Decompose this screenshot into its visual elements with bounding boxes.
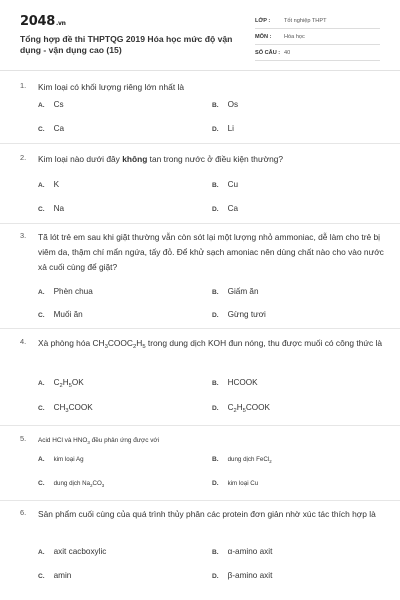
- document-meta: [255, 15, 380, 63]
- option-letter: B.: [212, 289, 219, 296]
- site-logo[interactable]: [20, 14, 66, 29]
- option-c[interactable]: [38, 480, 104, 488]
- subscript: 2: [233, 408, 237, 414]
- option-c[interactable]: [38, 571, 71, 580]
- meta-label: SỐ CÂU :: [255, 50, 281, 56]
- subscript: 3: [104, 344, 108, 350]
- option-letter: A.: [38, 289, 45, 296]
- subscript: 5: [142, 344, 146, 350]
- option-text: CH: [53, 403, 66, 412]
- question-text-part: trong dung dịch KOH đun nóng, thu được muối có công thức là: [145, 338, 383, 348]
- question-text: [38, 152, 385, 167]
- option-letter: D.: [212, 312, 219, 319]
- option-text: OK: [71, 378, 84, 387]
- option-b[interactable]: [212, 378, 258, 387]
- option-a[interactable]: [38, 456, 84, 463]
- question-text-part: tan trong nước ở điều kiện thường?: [147, 154, 284, 164]
- subscript: 2: [132, 344, 137, 350]
- question-text-part: đều phản ứng được với: [89, 437, 160, 444]
- subscript: 3: [101, 483, 105, 488]
- option-b[interactable]: [212, 287, 259, 296]
- question-separator: [0, 500, 400, 501]
- option-letter: C.: [38, 312, 45, 319]
- option-text: axit cacboxylic: [53, 547, 107, 556]
- meta-label: MÔN :: [255, 34, 272, 40]
- option-letter: C.: [38, 405, 45, 412]
- question-text-part: Acid HCl và HNO: [38, 437, 88, 444]
- option-text: kim loại Ag: [53, 456, 84, 463]
- option-c[interactable]: [38, 204, 64, 213]
- option-text: Li: [227, 124, 234, 133]
- option-letter: A.: [38, 549, 45, 556]
- option-text: H: [236, 403, 243, 412]
- question-number: 2.: [20, 153, 27, 162]
- option-a[interactable]: [38, 100, 64, 109]
- option-c[interactable]: [38, 403, 93, 414]
- option-letter: C.: [38, 206, 45, 213]
- option-text: kim loại Cu: [227, 480, 259, 487]
- option-text: Giấm ăn: [227, 287, 259, 296]
- question-text-part: COOC: [107, 338, 133, 348]
- option-d[interactable]: [212, 310, 266, 319]
- option-a[interactable]: [38, 287, 93, 296]
- option-letter: B.: [212, 380, 219, 387]
- option-text: C: [227, 403, 234, 412]
- subscript: 2: [90, 483, 93, 488]
- meta-label: LỚP :: [255, 18, 271, 24]
- option-text: Cu: [227, 180, 239, 189]
- meta-value-subject: Hóa học: [284, 34, 305, 40]
- option-letter: D.: [212, 126, 219, 133]
- option-text: dung dịch Na: [53, 480, 91, 487]
- option-d[interactable]: [212, 403, 270, 414]
- option-letter: C.: [38, 126, 45, 133]
- option-text: Na: [53, 204, 65, 213]
- meta-row-count: [255, 47, 380, 61]
- meta-value-count: 40: [284, 50, 291, 56]
- option-text: β-amino axit: [227, 571, 273, 580]
- option-letter: C.: [38, 480, 45, 487]
- question-text: [38, 433, 385, 450]
- option-text: amin: [53, 571, 72, 580]
- option-a[interactable]: [38, 378, 84, 389]
- question-number: 4.: [20, 337, 27, 346]
- question-emphasis: không: [122, 154, 148, 164]
- question-separator: [0, 328, 400, 329]
- option-letter: D.: [212, 573, 219, 580]
- option-letter: D.: [212, 480, 219, 487]
- option-text: CO: [92, 480, 102, 487]
- question-separator: [0, 143, 400, 144]
- option-letter: A.: [38, 102, 45, 109]
- question-number: 5.: [20, 434, 27, 443]
- option-c[interactable]: [38, 124, 64, 133]
- option-a[interactable]: [38, 180, 59, 189]
- option-text: dung dịch FeCl: [227, 456, 270, 463]
- subscript: 2: [269, 459, 272, 464]
- option-text: HCOOK: [227, 378, 258, 387]
- option-b[interactable]: [212, 180, 238, 189]
- header-divider: [0, 70, 400, 71]
- option-letter: B.: [212, 182, 219, 189]
- option-b[interactable]: [212, 100, 238, 109]
- question-text-part: Kim loại nào dưới đây: [38, 154, 123, 164]
- option-text: Muối ăn: [53, 310, 83, 319]
- option-d[interactable]: [212, 124, 234, 133]
- meta-value-class: Tốt nghiệp THPT: [284, 18, 327, 24]
- question-separator: [0, 425, 400, 426]
- question-text: [38, 336, 385, 355]
- option-letter: A.: [38, 380, 45, 387]
- option-text: K: [53, 180, 60, 189]
- subscript: 2: [59, 383, 63, 389]
- option-letter: C.: [38, 573, 45, 580]
- option-text: COOK: [68, 403, 93, 412]
- option-text: Os: [227, 100, 239, 109]
- subscript: 5: [68, 383, 72, 389]
- option-a[interactable]: [38, 547, 106, 556]
- page-header: [0, 0, 400, 70]
- option-letter: D.: [212, 206, 219, 213]
- option-b[interactable]: [212, 547, 272, 556]
- logo-suffix: .vn: [55, 20, 66, 27]
- option-d[interactable]: [212, 571, 272, 580]
- option-letter: D.: [212, 405, 219, 412]
- option-text: Gừng tươi: [227, 310, 266, 319]
- question-number: 3.: [20, 231, 27, 240]
- option-c[interactable]: [38, 310, 83, 319]
- option-letter: B.: [212, 549, 219, 556]
- option-text: C: [53, 378, 60, 387]
- option-text: Cs: [53, 100, 64, 109]
- option-d[interactable]: [212, 480, 258, 487]
- option-text: H: [62, 378, 69, 387]
- option-text: Ca: [227, 204, 239, 213]
- meta-row-class: [255, 15, 380, 29]
- meta-row-subject: [255, 31, 380, 45]
- question-text: Sản phẩm cuối cùng của quá trình thủy phân các protein đơn giản nhờ xúc tác thích hợp là: [38, 509, 376, 519]
- option-text: COOK: [245, 403, 270, 412]
- logo-text: 2048: [20, 14, 55, 29]
- option-b[interactable]: [212, 456, 272, 464]
- option-letter: B.: [212, 102, 219, 109]
- question-number: 1.: [20, 81, 27, 90]
- question-separator: [0, 223, 400, 224]
- question-text-part: H: [136, 338, 143, 348]
- subscript: 5: [242, 408, 246, 414]
- question-text: Kim loại có khối lượng riêng lớn nhất là: [38, 82, 185, 92]
- question-text: Tã lót trẻ em sau khi giặt thường vẫn còn sót lại một lượng nhỏ ammoniac, dễ làm cho trẻ bị viêm da, thậm chí mẩn ngứa, tấy đỏ. Để khử sạch amoniac nên dùng chất nào cho vào nước xả cuối cùng để giặt?: [38, 232, 384, 272]
- document-title: Tổng hợp đề thi THPTQG 2019 Hóa học mức độ vận dụng - vận dụng cao (15): [20, 34, 233, 55]
- option-letter: A.: [38, 182, 45, 189]
- option-letter: A.: [38, 456, 45, 463]
- question-text-part: Xà phòng hóa CH: [38, 338, 105, 348]
- option-d[interactable]: [212, 204, 238, 213]
- subscript: 3: [87, 440, 90, 445]
- subscript: 3: [65, 408, 69, 414]
- option-letter: B.: [212, 456, 219, 463]
- option-text: Ca: [53, 124, 65, 133]
- question-number: 6.: [20, 508, 27, 517]
- option-text: Phèn chua: [53, 287, 93, 296]
- option-text: α-amino axit: [227, 547, 273, 556]
